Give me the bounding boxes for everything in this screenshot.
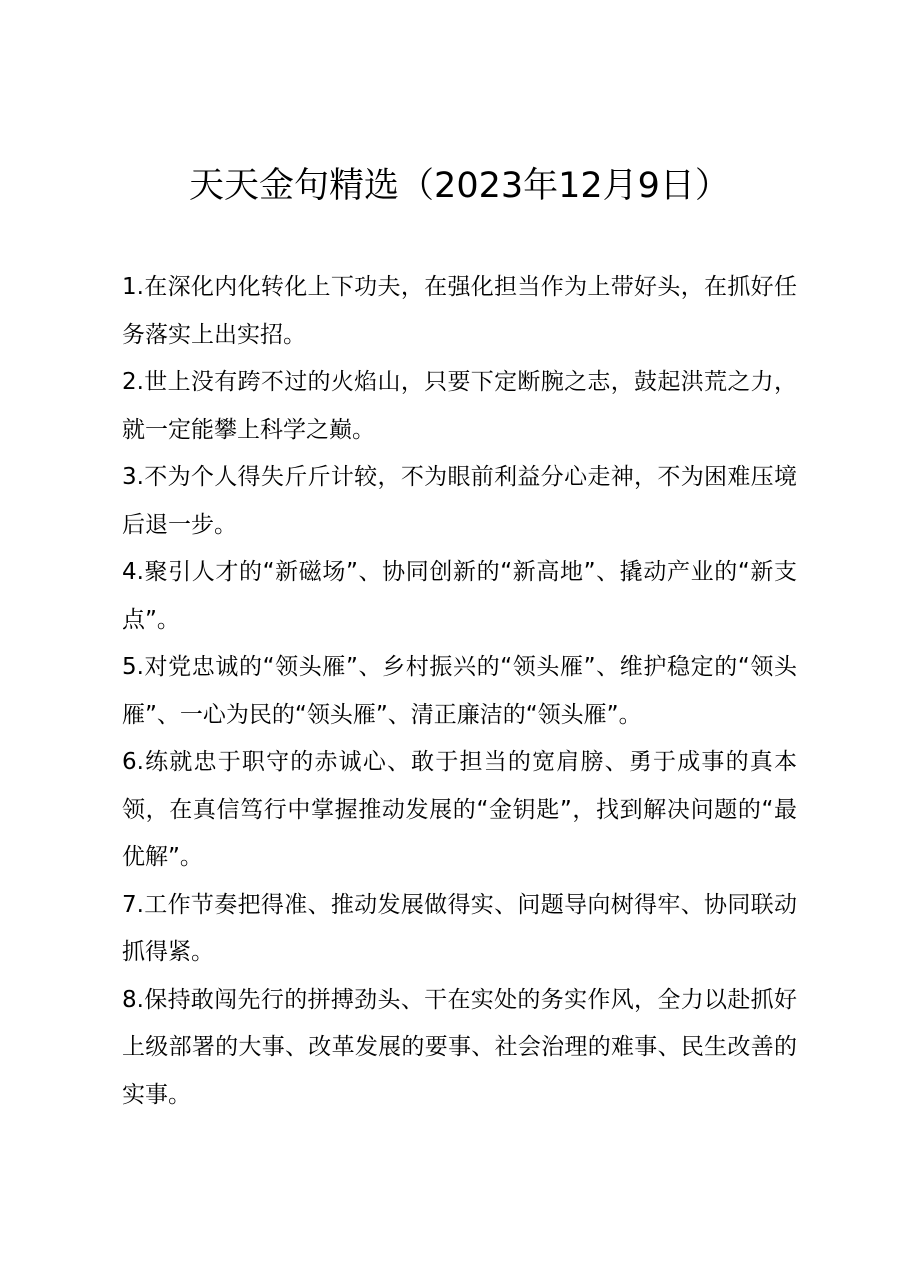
quote-item: 2.世上没有跨不过的火焰山，只要下定断腕之志，鼓起洪荒之力，就一定能攀上科学之巅。: [122, 369, 797, 443]
quote-item: 4.聚引人才的“新磁场”、协同创新的“新高地”、撬动产业的“新支点”。: [122, 559, 797, 633]
quote-item: 6.练就忠于职守的赤诚心、敢于担当的宽肩膀、勇于成事的真本领，在真信笃行中掌握推动发展的“金钥匙”，找到解决问题的“最优解”。: [122, 749, 797, 870]
quote-list: [122, 264, 797, 1119]
quote-item: 3.不为个人得失斤斤计较，不为眼前利益分心走神，不为困难压境后退一步。: [122, 464, 797, 538]
document-title: 天天金句精选（2023年12月9日）: [189, 166, 730, 206]
quote-item: 8.保持敢闯先行的拼搏劲头、干在实处的务实作风，全力以赴抓好上级部署的大事、改革发展的要事、社会治理的难事、民生改善的实事。: [122, 986, 797, 1108]
quote-item: 7.工作节奏把得准、推动发展做得实、问题导向树得牢、协同联动抓得紧。: [122, 891, 797, 965]
quote-item: 5.对党忠诚的“领头雁”、乡村振兴的“领头雁”、维护稳定的“领头雁”、一心为民的“领头雁”、清正廉洁的“领头雁”。: [122, 654, 797, 728]
quote-item: 1.在深化内化转化上下功夫，在强化担当作为上带好头，在抓好任务落实上出实招。: [122, 274, 797, 348]
